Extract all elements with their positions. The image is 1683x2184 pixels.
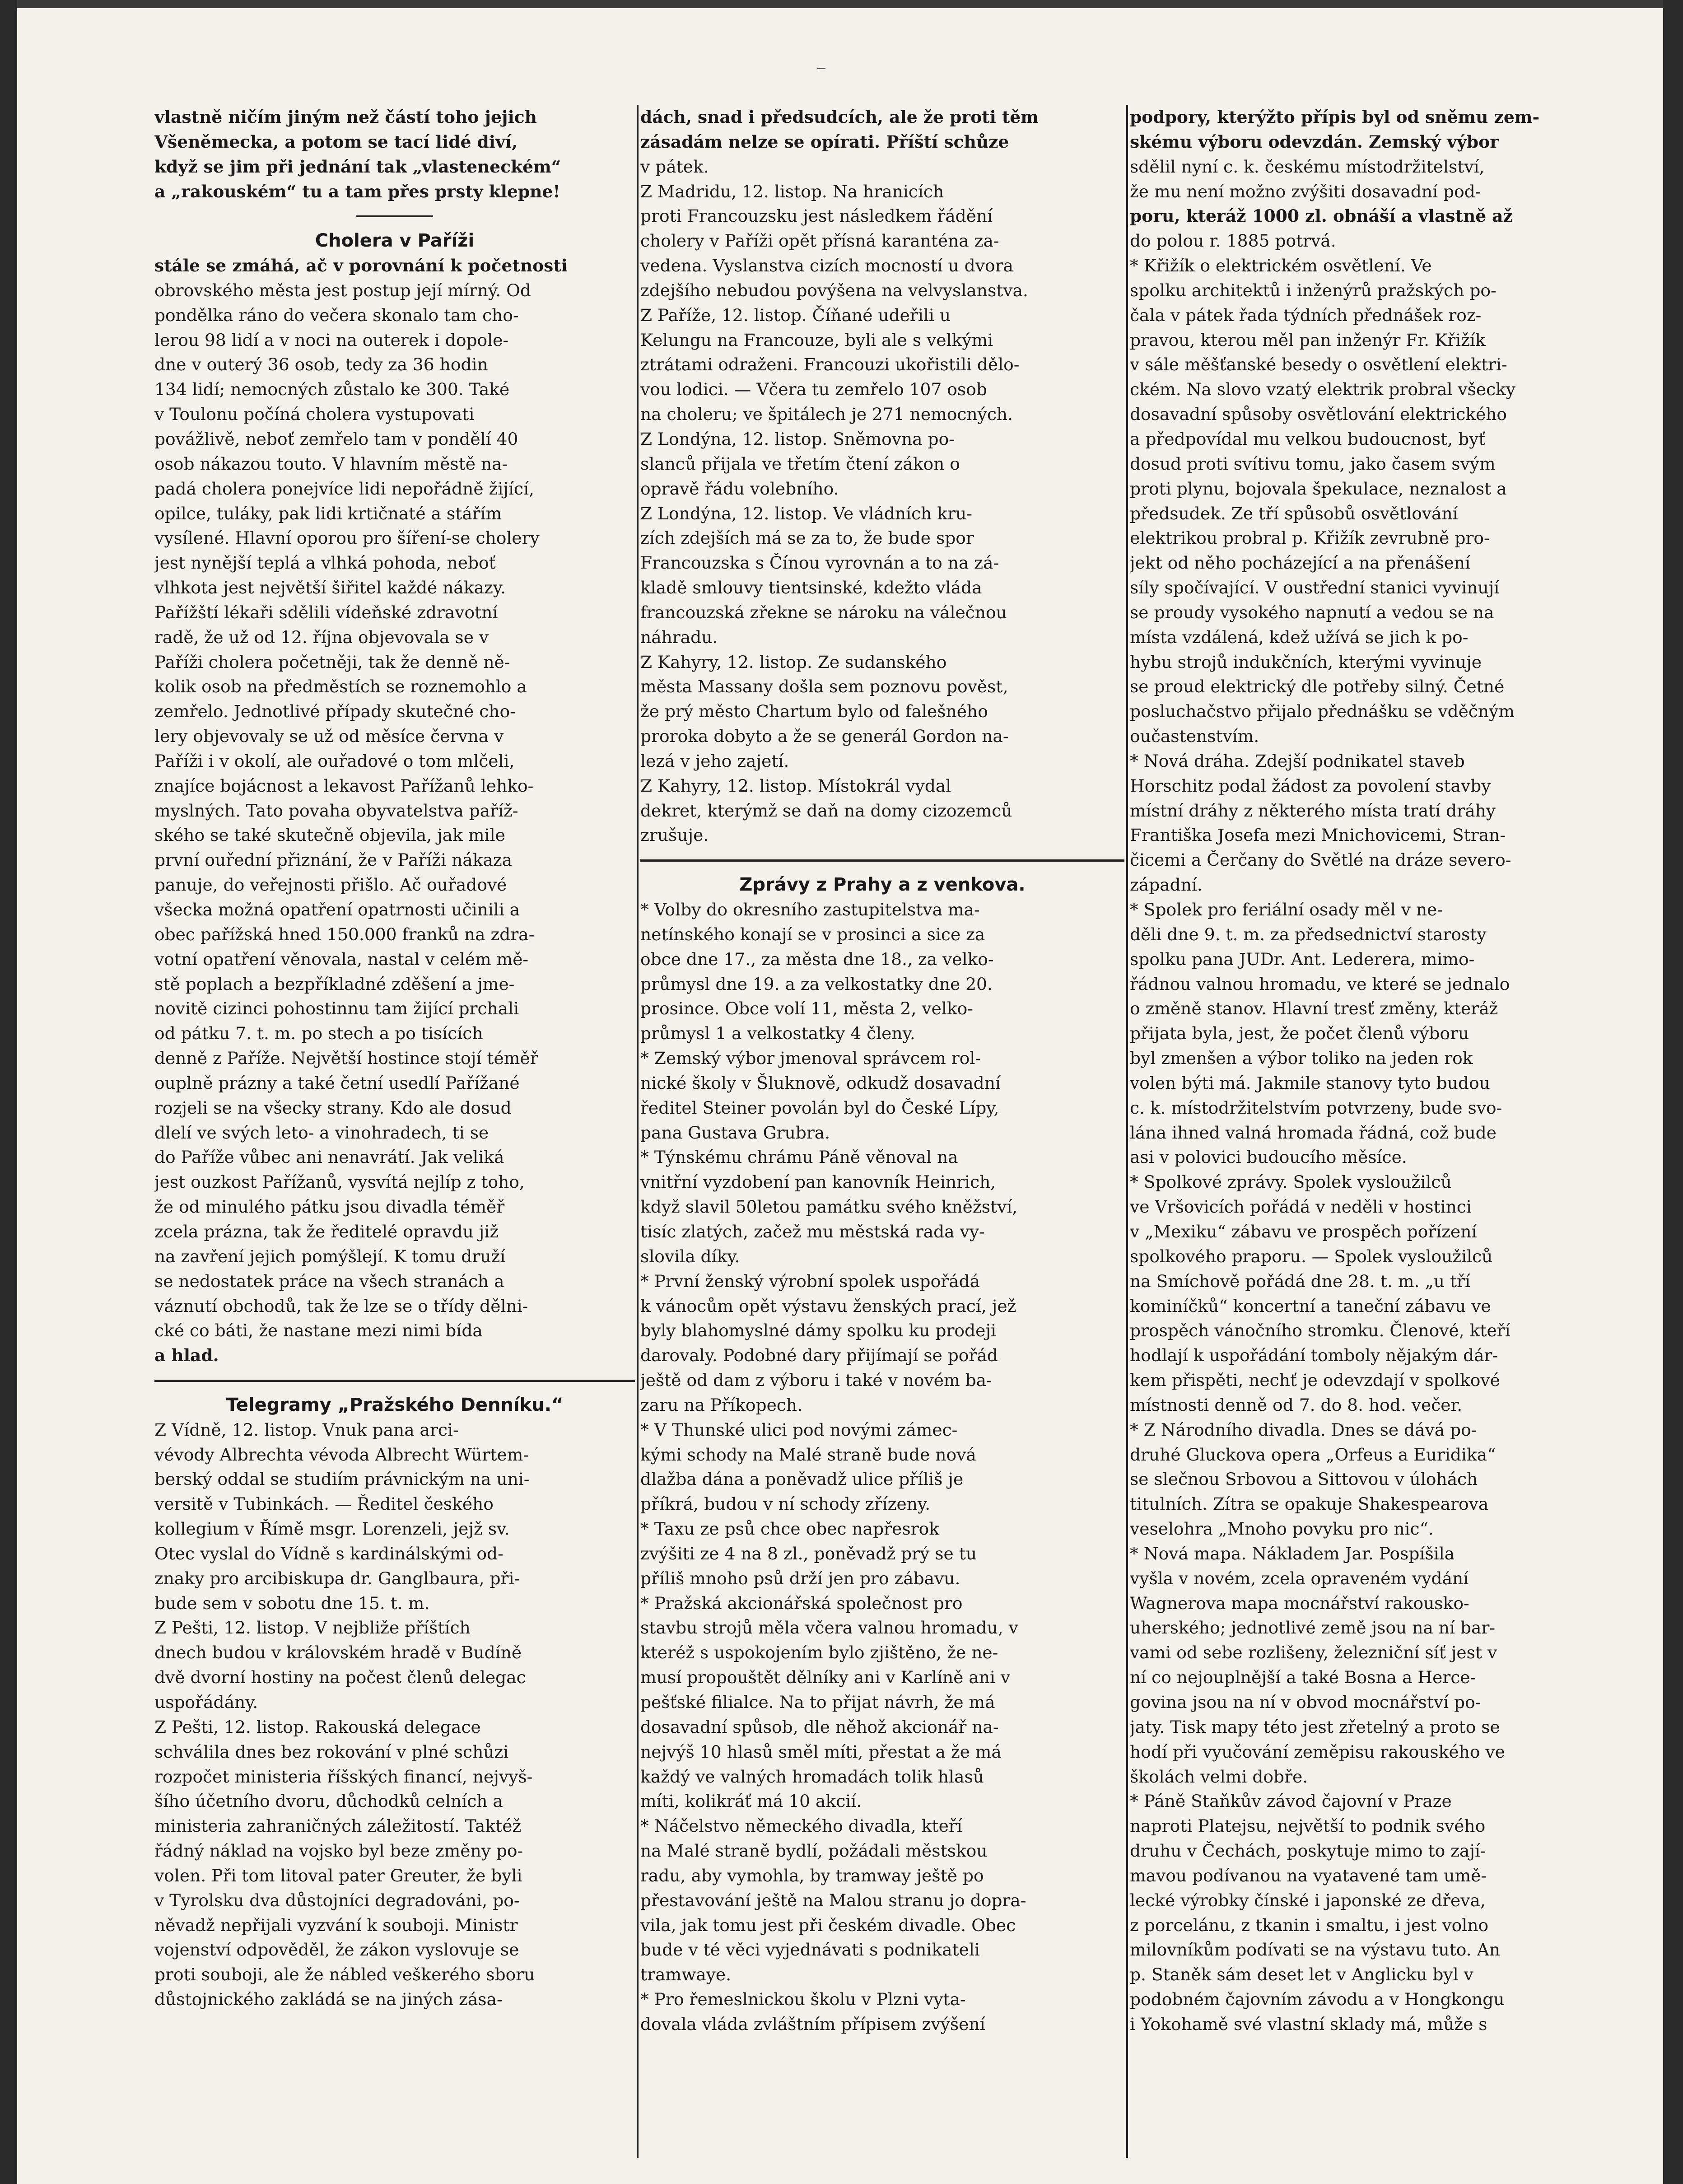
text-line: v sále měšťanské besedy o osvětlení elektri- xyxy=(1130,355,1507,375)
text-line: hodlají k uspořádání tomboly nějakým dár- xyxy=(1130,1345,1498,1366)
text-line: nické školy v Šluknově, odkudž dosavadní xyxy=(640,1073,1001,1093)
section-heading: Cholera v Paříži xyxy=(315,230,475,252)
text-line: uherského; jednotlivé země jsou na ní bar- xyxy=(1130,1618,1496,1638)
text-line: milovníkům podívati se na výstavu tuto. An xyxy=(1130,1940,1500,1960)
text-line: stě poplach a bezpříkladné zděšení a jme- xyxy=(154,974,515,994)
text-line: * Volby do okresního zastupitelstva ma- xyxy=(640,900,980,919)
text-line: obce dne 17., za města dne 18., za velko- xyxy=(640,949,994,969)
text-line: od pátku 7. t. m. po stech a po tisících xyxy=(154,1023,483,1044)
text-line: se nedostatek práce na všech stranách a xyxy=(154,1271,504,1291)
text-line: v Tyrolsku dva důstojníci degradováni, po- xyxy=(154,1890,520,1910)
text-line: * Zemský výbor jmenoval správcem rol- xyxy=(640,1048,981,1069)
text-line: titulních. Zítra se opakuje Shakespearova xyxy=(1130,1494,1489,1514)
text-line: dekret, kterýmž se daň na domy cizozemců xyxy=(640,800,1012,821)
text-line: náhradu. xyxy=(640,627,718,647)
text-line: druhé Gluckova opera „Orfeus a Euridika“ xyxy=(1130,1444,1496,1465)
text-line: tramwaye. xyxy=(640,1965,732,1985)
text-line: obrovského města jest postup její mírný. Od xyxy=(154,280,531,300)
text-line: ředitel Steiner povolán byl do České Lípy, xyxy=(640,1097,999,1118)
text-line: p. Staněk sám deset let v Anglicku byl v xyxy=(1130,1965,1473,1985)
text-line: Z Londýna, 12. listop. Sněmovna po- xyxy=(640,429,955,449)
text-line: o změně stanov. Hlavní tresť změny, kteráž xyxy=(1130,999,1498,1019)
text-line: stále se zmáhá, ač v porovnání k početnosti xyxy=(154,256,568,276)
text-line: zvýšiti ze 4 na 8 zl., poněvadž prý se tu xyxy=(640,1543,977,1563)
text-line: Z Kahyry, 12. listop. Ze sudanského xyxy=(640,652,947,672)
text-line: v „Mexiku“ zábavu ve prospěch pořízení xyxy=(1130,1221,1477,1241)
text-line: vlastně ničím jiným než částí toho jejich xyxy=(154,107,537,127)
text-line: myslných. Tato povaha obyvatelstva paříž- xyxy=(154,800,518,821)
text-line: západní. xyxy=(1130,875,1203,895)
text-line: povážlivě, neboť zemřelo tam v pondělí 40 xyxy=(154,429,518,449)
text-line: slovila díky. xyxy=(640,1246,740,1266)
text-line: jekt od něho pocházející a na přenášení xyxy=(1130,553,1471,573)
text-line: že mu není možno zvýšiti dosavadní pod- xyxy=(1130,181,1481,201)
text-line: c. k. místodržitelstvím potvrzeny, bude svo- xyxy=(1130,1097,1502,1118)
text-line: kladě smlouvy tientsinské, kdežto vláda xyxy=(640,578,982,598)
text-line: k vánocům opět výstavu ženských prací, jež xyxy=(640,1296,1016,1316)
text-line: něvadž nepřijali vyzvání k souboji. Ministr xyxy=(154,1915,518,1935)
text-line: lezá v jeho zajetí. xyxy=(640,751,789,771)
text-line: asi v polovici budoucího měsíce. xyxy=(1130,1147,1407,1167)
text-line: ve Vršovicích pořádá v neděli v hostinci xyxy=(1130,1197,1472,1217)
text-line: * Páně Staňkův závod čajovní v Praze xyxy=(1130,1791,1452,1811)
text-line: ministeria zahraničných záležitostí. Taktéž xyxy=(154,1816,522,1836)
text-line: čala v pátek řada týdních přednášek roz- xyxy=(1130,305,1482,325)
text-line: kollegium v Římě msgr. Lorenzeli, jejž sv. xyxy=(154,1519,510,1539)
text-line: kolik osob na předměstích se roznemohlo a xyxy=(154,677,527,697)
text-line: Z Londýna, 12. listop. Ve vládních kru- xyxy=(640,503,972,523)
text-line: rozjeli se na všecky strany. Kdo ale dosud xyxy=(154,1097,512,1118)
text-line: města Massany došla sem poznovu pověst, xyxy=(640,677,1008,697)
text-line: důstojnického zakládá se na jiných zása- xyxy=(154,1989,503,2010)
text-line: hybu strojů indukčních, kterými vyvinuje xyxy=(1130,652,1482,672)
text-line: v Toulonu počíná cholera vystupovati xyxy=(154,404,475,425)
text-line: Z Pešti, 12. listop. V nejbliže příštích xyxy=(154,1618,471,1638)
text-line: Pařížští lékaři sdělili vídeňské zdravotní xyxy=(154,602,498,622)
text-line: řádný náklad na vojsko byl beze změny po- xyxy=(154,1841,523,1861)
text-line: Z Madridu, 12. listop. Na hranicích xyxy=(640,181,944,201)
text-line: v pátek. xyxy=(640,156,709,177)
text-line: se proudy vysokého napnutí a vedou se na xyxy=(1130,602,1494,622)
text-line: podpory, kterýžto přípis byl od sněmu zem- xyxy=(1130,107,1540,127)
text-line: předsudek. Ze tří spůsobů osvětlování xyxy=(1130,503,1458,523)
text-line: panuje, do veřejnosti přišlo. Ač ouřadové xyxy=(154,875,507,895)
text-line: jest ouzkost Pařížanů, vysvítá nejlíp z toho, xyxy=(154,1172,525,1192)
text-line: stavbu strojů měla včera valnou hromadu, v xyxy=(640,1618,1018,1638)
text-line: kými schody na Malé straně bude nová xyxy=(640,1444,976,1465)
text-line: bude v té věci vyjednávati s podnikateli xyxy=(640,1940,980,1960)
text-line: dlažba dána a poněvadž ulice příliš je xyxy=(640,1469,964,1489)
scan-left-edge xyxy=(0,0,17,2184)
text-line: versitě v Tubinkách. — Ředitel českého xyxy=(154,1494,494,1514)
text-line: lery objevovaly se už od měsíce června v xyxy=(154,726,504,747)
text-line: poru, kteráž 1000 zl. obnáší a vlastně až xyxy=(1130,206,1513,226)
text-line: cké co báti, že nastane mezi nimi bída xyxy=(154,1321,483,1341)
text-line: školách velmi dobře. xyxy=(1130,1766,1308,1787)
text-line: * Nová mapa. Nákladem Jar. Pospíšila xyxy=(1130,1543,1455,1563)
text-line: kteréž s uspokojením bylo zjištěno, že ne- xyxy=(640,1643,998,1663)
text-line: a předpovídal mu velkou budoucnost, byť xyxy=(1130,429,1486,449)
text-line: se proud elektrický dle potřeby silný. Četné xyxy=(1130,677,1505,697)
text-line: váznutí obchodů, tak že lze se o třídy dělni- xyxy=(154,1296,528,1316)
text-line: dlelí ve svých leto- a vinohradech, ti se xyxy=(154,1122,489,1143)
page-mark xyxy=(817,68,825,69)
text-line: ještě od dam z výboru i také v novém ba- xyxy=(640,1370,992,1391)
text-line: vévody Albrechta vévoda Albrecht Würtem- xyxy=(154,1444,529,1465)
text-line: i Yokohamě své vlastní sklady má, může s xyxy=(1130,2014,1487,2034)
text-line: lerou 98 lidí a v noci na outerek i dopole- xyxy=(154,330,509,350)
text-line: votní opatření věnovala, nastal v celém mě- xyxy=(154,949,529,969)
text-line: když se jim při jednání tak „vlasteneckém“ xyxy=(154,156,561,177)
text-line: opilce, tuláky, pak lidi krtičnaté a stářím xyxy=(154,503,502,523)
text-line: místa vzdálená, kdež užívá se jich k po- xyxy=(1130,627,1469,647)
text-line: vysílené. Hlavní oporou pro šíření-se cholery xyxy=(154,528,540,548)
text-line: skému výboru odevzdán. Zemský výbor xyxy=(1130,131,1499,152)
text-line: novitě cizinci pohostinnu tam žijící prchali xyxy=(154,999,519,1019)
text-line: nejvýš 10 hlasů směl míti, přestat a že má xyxy=(640,1741,1002,1762)
column-2 xyxy=(640,105,1124,2166)
text-line: * První ženský výrobní spolek uspořádá xyxy=(640,1271,980,1291)
text-line: radě, že už od 12. října objevovala se v xyxy=(154,627,489,647)
text-line: byl zmenšen a výbor toliko na jeden rok xyxy=(1130,1048,1473,1069)
text-line: slanců přijala ve třetím čtení zákon o xyxy=(640,453,960,474)
text-line: dovala vláda zvláštním přípisem zvýšení xyxy=(640,2014,985,2034)
text-line: čicemi a Čerčany do Světlé na dráze severo- xyxy=(1130,850,1511,870)
text-line: obec pařížská hned 150.000 franků na zdra- xyxy=(154,924,535,944)
text-line: první ouřední přiznání, že v Paříži nákaza xyxy=(154,850,513,870)
text-line: veselohra „Mnoho povyku pro nic“. xyxy=(1130,1519,1434,1539)
text-line: kem přispěti, nechť je odevzdají v spolkové xyxy=(1130,1370,1500,1391)
text-line: govina jsou na ní v obvod mocnářství po- xyxy=(1130,1692,1481,1712)
text-line: dne v outerý 36 osob, tedy za 36 hodin xyxy=(154,355,488,375)
text-line: Všeněmecka, a potom se tací lidé diví, xyxy=(154,131,518,152)
text-line: musí propouštět dělníky ani v Karlíně ani v xyxy=(640,1667,1011,1688)
text-line: Paříži cholera početněji, tak že denně ně- xyxy=(154,652,510,672)
text-line: * Z Národního divadla. Dnes se dává po- xyxy=(1130,1419,1477,1440)
text-line: * Nová dráha. Zdejší podnikatel staveb xyxy=(1130,751,1465,771)
text-line: dosud proti svítivu tomu, jako časem svým xyxy=(1130,453,1496,474)
text-line: * Spolek pro feriální osady měl v ne- xyxy=(1130,900,1443,919)
text-line: přestavování ještě na Malou stranu jo dopra- xyxy=(640,1890,1026,1910)
column-rule-2 xyxy=(1126,105,1128,2158)
text-line: proroka dobyto a že se generál Gordon na- xyxy=(640,726,1009,747)
text-line: byly blahomyslné dámy spolku ku prodeji xyxy=(640,1321,997,1341)
text-line: padá cholera ponejvíce lidi nepořádně žijící, xyxy=(154,478,535,499)
text-line: * Pro řemeslnickou školu v Plzni vyta- xyxy=(640,1989,966,2010)
text-line: volen. Při tom litoval pater Greuter, že byli xyxy=(154,1865,522,1885)
text-line: průmysl dne 19. a za velkostatky dne 20. xyxy=(640,974,993,994)
text-line: bude sem v sobotu dne 15. t. m. xyxy=(154,1593,430,1613)
text-line: vedena. Vyslanstva cizích mocností u dvora xyxy=(640,256,1013,276)
text-line: každý ve valných hromadách tolik hlasů xyxy=(640,1766,984,1787)
section-heading: Zprávy z Prahy a z venkova. xyxy=(739,874,1026,896)
text-line: se slečnou Srbovou a Sittovou v úlohách xyxy=(1130,1469,1478,1489)
text-line: druhu v Čechách, poskytuje mimo to zají- xyxy=(1130,1841,1486,1861)
text-line: míti, kolikráť má 10 akcií. xyxy=(640,1791,862,1811)
text-line: zdejšího nebudou povýšena na velvyslanstva. xyxy=(640,280,1028,300)
text-line: * Spolkové zprávy. Spolek vysloužilců xyxy=(1130,1172,1452,1192)
text-line: tisíc zlatých, začež mu městská rada vy- xyxy=(640,1221,985,1241)
section-heading: Telegramy „Pražského Denníku.“ xyxy=(226,1394,564,1415)
text-line: na zavření jejich pomýšlejí. K tomu druží xyxy=(154,1246,506,1266)
text-line: Otec vyslal do Vídně s kardinálskými od- xyxy=(154,1543,504,1563)
text-line: kominíčků“ koncertní a taneční zábavu ve xyxy=(1130,1296,1491,1316)
text-line: cholery v Paříži opět přísná karanténa za- xyxy=(640,231,999,251)
text-line: vyšla v novém, zcela opraveném vydání xyxy=(1130,1568,1469,1588)
text-line: rozpočet ministeria říšských financí, nejvyš- xyxy=(154,1766,533,1787)
text-line: netínského konají se v prosinci a sice za xyxy=(640,924,985,944)
text-line: zásadám nelze se opírati. Příští schůze xyxy=(640,131,1009,152)
text-line: do Paříže vůbec ani nenavrátí. Jak veliká xyxy=(154,1147,504,1167)
text-line: vou lodici. — Včera tu zemřelo 107 osob xyxy=(640,379,987,400)
text-line: vila, jak tomu jest při českém divadle. Obec xyxy=(640,1915,1016,1935)
text-line: vami od sebe rozlišeny, železniční síť jest v xyxy=(1130,1643,1497,1663)
text-line: šího účetního dvoru, důchodků celních a xyxy=(154,1791,503,1811)
column-3 xyxy=(1130,105,1621,2166)
text-line: berský oddal se studiím právnickým na uni- xyxy=(154,1469,530,1489)
text-line: radu, aby vymohla, by tramway ještě po xyxy=(640,1865,984,1885)
text-line: zrušuje. xyxy=(640,825,709,845)
text-line: Horschitz podal žádost za povolení stavby xyxy=(1130,775,1491,796)
text-line: * V Thunské ulici pod novými zámec- xyxy=(640,1419,958,1440)
text-line: spolku pana JUDr. Ant. Lederera, mimo- xyxy=(1130,949,1475,969)
text-line: dách, snad i předsudcích, ale že proti těm xyxy=(640,107,1039,127)
text-line: lána ihned valná hromada řádná, což bude xyxy=(1130,1122,1497,1143)
text-line: * Pražská akcionářská společnost pro xyxy=(640,1593,963,1613)
text-line: Paříži i v okolí, ale ouřadové o tom mlčeli, xyxy=(154,751,515,771)
text-line: na Malé straně bydlí, požádali městskou xyxy=(640,1841,988,1861)
text-line: * Taxu ze psů chce obec napřesrok xyxy=(640,1519,939,1539)
section-divider xyxy=(154,204,635,229)
scan-top-edge xyxy=(0,0,1683,8)
text-line: průmysl 1 a velkostatky 4 členy. xyxy=(640,1023,915,1044)
text-line: ní co nejouplnější a také Bosna a Herce- xyxy=(1130,1667,1476,1688)
text-line: pana Gustava Grubra. xyxy=(640,1122,830,1143)
text-line: spolkového praporu. — Spolek vysloužilců xyxy=(1130,1246,1493,1266)
text-line: * Náčelstvo německého divadla, kteří xyxy=(640,1816,962,1836)
text-line: do polou r. 1885 potrvá. xyxy=(1130,231,1336,251)
text-line: místnosti denně od 7. do 8. hod. večer. xyxy=(1130,1395,1463,1415)
text-line: volen býti má. Jakmile stanovy tyto budou xyxy=(1130,1073,1490,1093)
text-line: řádnou valnou hromadu, ve které se jednalo xyxy=(1130,974,1510,994)
text-line: dnech budou v královském hradě v Budíně xyxy=(154,1643,522,1663)
text-line: místní dráhy z některého místa tratí dráhy xyxy=(1130,800,1496,821)
text-line: zemřelo. Jednotlivé případy skutečné cho- xyxy=(154,701,516,722)
text-line: denně z Paříže. Největší hostince stojí téměř xyxy=(154,1048,538,1069)
text-line: a „rakouském“ tu a tam přes prsty klepne! xyxy=(154,181,560,201)
text-line: že prý město Chartum bylo od falešného xyxy=(640,701,988,722)
text-line: proti Francouzsku jest následkem řádění xyxy=(640,206,993,226)
text-line: děli dne 9. t. m. za předsednictví starosty xyxy=(1130,924,1487,944)
text-line: Z Pešti, 12. listop. Rakouská delegace xyxy=(154,1717,481,1737)
text-line: hodí při vyučování zeměpisu rakouského ve xyxy=(1130,1741,1505,1762)
text-line: na choleru; ve špitálech je 271 nemocných. xyxy=(640,404,1013,425)
text-line: darovaly. Podobné dary přijímají se pořád xyxy=(640,1345,998,1366)
text-line: schválila dnes bez rokování v plné schůzi xyxy=(154,1741,509,1762)
text-line: lecké výrobky čínské i japonské ze dřeva, xyxy=(1130,1890,1486,1910)
text-line: spolku architektů i inženýrů pražských po- xyxy=(1130,280,1497,300)
text-line: Kelungu na Francouze, byli ale s velkými xyxy=(640,330,993,350)
text-line: ouplně prázny a také četní usedlí Pařížané xyxy=(154,1073,520,1093)
text-line: zcela prázna, tak že ředitelé opravdu již xyxy=(154,1221,499,1241)
text-line: zích zdejších má se za to, že bude spor xyxy=(640,528,974,548)
text-line: proti plynu, bojovala špekulace, neznalost a xyxy=(1130,478,1507,499)
scan-right-edge xyxy=(1663,0,1683,2184)
text-line: pondělka ráno do večera skonalo tam cho- xyxy=(154,305,519,325)
text-line: prospěch vánočního stromku. Členové, kteří xyxy=(1130,1321,1511,1341)
text-line: uspořádány. xyxy=(154,1692,258,1712)
text-line: ztrátami odraženi. Francouzi ukořistili dělo- xyxy=(640,355,1020,375)
text-line: posluchačstvo přijalo přednášku se vděčným xyxy=(1130,701,1515,722)
text-line: Z Vídně, 12. listop. Vnuk pana arci- xyxy=(154,1419,459,1440)
text-line: vnitřní vyzdobení pan kanovník Heinrich, xyxy=(640,1172,996,1192)
column-1 xyxy=(154,105,635,2166)
section-divider xyxy=(154,1368,635,1393)
text-line: elektrikou probral p. Křižík zevrubně pro- xyxy=(1130,528,1490,548)
text-line: Francouzska s Čínou vyrovnán a to na zá- xyxy=(640,553,999,573)
text-line: na Smíchově pořádá dne 28. t. m. „u tří xyxy=(1130,1271,1471,1291)
text-line: 134 lidí; nemocných zůstalo ke 300. Také xyxy=(154,379,510,400)
text-line: Z Kahyry, 12. listop. Místokrál vydal xyxy=(640,775,951,796)
text-line: sdělil nyní c. k. českému místodržitelství, xyxy=(1130,156,1485,177)
text-line: jest nynější teplá a vlhká pohoda, neboť xyxy=(154,553,496,573)
text-line: když slavil 50letou památku svého kněžství, xyxy=(640,1197,1018,1217)
text-line: oučastenstvím. xyxy=(1130,726,1259,747)
text-line: vojenství odpověděl, že zákon vyslovuje se xyxy=(154,1940,519,1960)
text-line: znajíce bojácnost a lekavost Pařížanů lehko- xyxy=(154,775,534,796)
text-line: Z Paříže, 12. listop. Číňané udeřili u xyxy=(640,305,951,325)
text-line: příliš mnoho psů drží jen pro zábavu. xyxy=(640,1568,960,1588)
text-line: zaru na Příkopech. xyxy=(640,1395,803,1415)
text-line: dvě dvorní hostiny na počest členů delegac xyxy=(154,1667,526,1688)
text-line: Františka Josefa mezi Mnichovicemi, Stran- xyxy=(1130,825,1506,845)
text-line: dosavadní spůsoby osvětlování elektrického xyxy=(1130,404,1507,425)
text-line: * Týnskému chrámu Páně věnoval na xyxy=(640,1147,958,1167)
text-line: ckém. Na slovo vzatý elektrik probral všecky xyxy=(1130,379,1516,400)
text-line: osob nákazou touto. V hlavním městě na- xyxy=(154,453,508,474)
text-line: * Křižík o elektrickém osvětlení. Ve xyxy=(1130,256,1432,276)
text-line: síly spočívající. V oustřední stanici vyvinují xyxy=(1130,578,1500,598)
text-line: ského se také skutečně objevila, jak mile xyxy=(154,825,505,845)
text-line: opravě řádu volebního. xyxy=(640,478,839,499)
section-divider xyxy=(640,848,1124,873)
text-line: proti souboji, ale že nábled veškerého sboru xyxy=(154,1965,535,1985)
text-line: vlhkota jest největší šiřitel každé nákazy. xyxy=(154,578,506,598)
text-line: francouzská zřekne se nároku na válečnou xyxy=(640,602,1007,622)
text-line: všecka možná opatření opatrnosti učinili a xyxy=(154,900,520,919)
text-line: mavou podívanou na vyatavené tam umě- xyxy=(1130,1865,1487,1885)
text-line: prosince. Obce volí 11, města 2, velko- xyxy=(640,999,973,1019)
text-line: pešťské filialce. Na to přijat návrh, že má xyxy=(640,1692,995,1712)
text-line: jaty. Tisk mapy této jest zřetelný a proto se xyxy=(1130,1717,1500,1737)
text-line: pravou, kterou měl pan inženýr Fr. Křižík xyxy=(1130,330,1486,350)
text-line: a hlad. xyxy=(154,1345,219,1366)
text-line: naproti Platejsu, největší to podnik svého xyxy=(1130,1816,1486,1836)
text-line: přijata byla, jest, že počet členů výboru xyxy=(1130,1023,1469,1044)
text-line: znaky pro arcibiskupa dr. Ganglbaura, při- xyxy=(154,1568,520,1588)
text-line: že od minulého pátku jsou divadla téměř xyxy=(154,1197,505,1217)
text-line: dosavadní spůsob, dle něhož akcionář na- xyxy=(640,1717,999,1737)
text-line: z porcelánu, z tkanin i smaltu, i jest volno xyxy=(1130,1915,1489,1935)
text-line: podobném čajovním závodu a v Hongkongu xyxy=(1130,1989,1505,2010)
text-line: příkrá, budou v ní schody zřízeny. xyxy=(640,1494,931,1514)
text-line: Wagnerova mapa mocnářství rakousko- xyxy=(1130,1593,1469,1613)
column-rule-1 xyxy=(637,105,639,2158)
